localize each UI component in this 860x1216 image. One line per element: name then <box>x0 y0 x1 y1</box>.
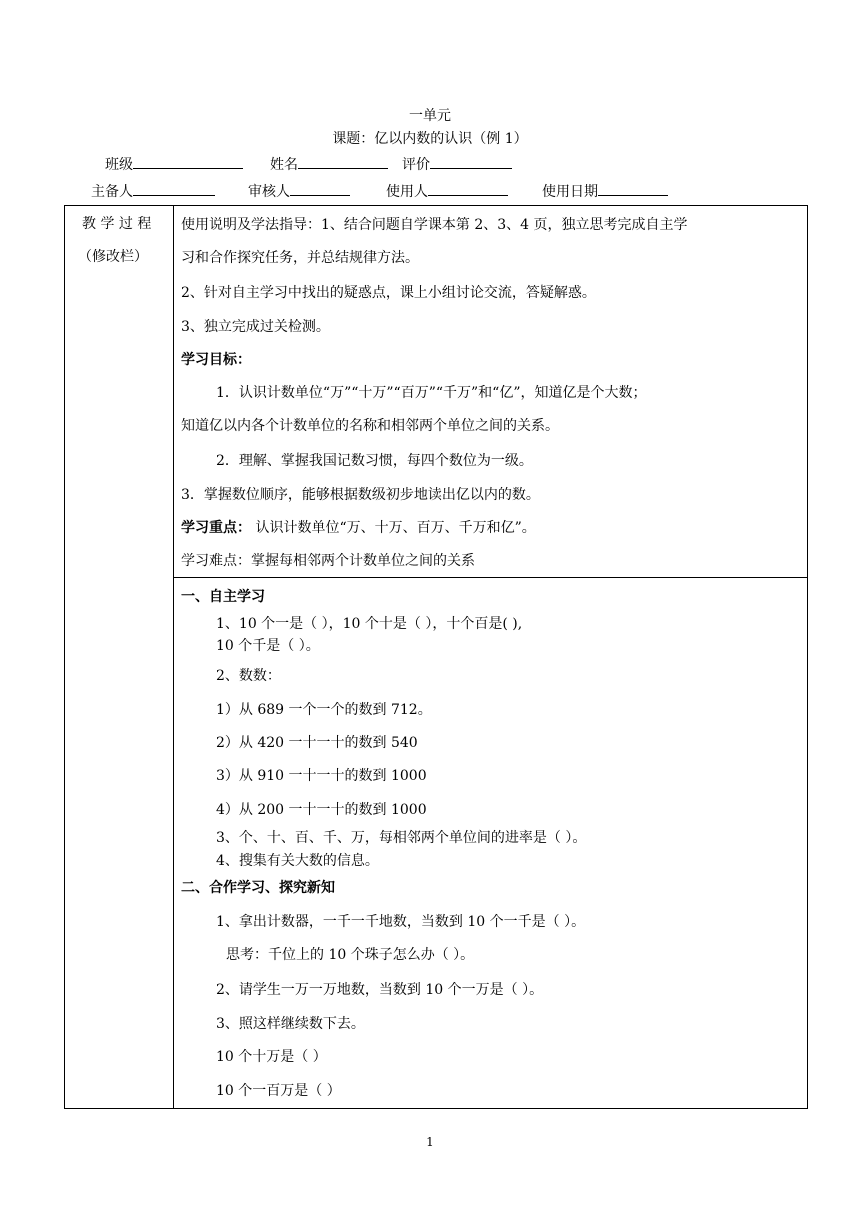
objective-2: 2．理解、掌握我国记数习惯，每四个数位为一级。 <box>216 453 533 469</box>
reviewer-label: 审核人 <box>248 184 290 200</box>
page-number: 1 <box>426 1135 434 1149</box>
coop-think: 思考：千位上的 10 个珠子怎么办（ ）。 <box>226 947 475 963</box>
class-field <box>105 154 243 174</box>
key-point-heading: 学习重点： <box>181 520 251 536</box>
coop-q3-2: 10 个一百万是（ ） <box>216 1083 341 1099</box>
process-label: 教 学 过 程 <box>82 216 152 232</box>
unit-title: 一单元 <box>409 108 451 124</box>
self-study-q1a: 1、10 个一是（ ），10 个十是（ ），十个百是( ), <box>216 616 523 632</box>
instructions-line-1: 使用说明及学法指导：1、结合问题自学课本第 2、3、4 页，独立思考完成自主学 <box>181 217 688 233</box>
objective-3: 3．掌握数位顺序，能够根据数级初步地读出亿以内的数。 <box>181 487 540 503</box>
row-divider <box>173 577 808 578</box>
key-point <box>181 519 536 537</box>
column-divider <box>173 205 174 1109</box>
reviewer-field <box>248 181 350 201</box>
eval-field <box>402 154 512 174</box>
user-field <box>386 181 508 201</box>
self-study-q2-3: 3）从 910 一十一十的数到 1000 <box>216 768 427 784</box>
date-label: 使用日期 <box>542 184 598 200</box>
objective-1: 1．认识计数单位“万”“十万”“百万”“千万”和“亿”，知道亿是个大数； <box>216 385 647 401</box>
key-point-text: 认识计数单位“万、十万、百万、千万和亿”。 <box>251 520 536 536</box>
coop-q3: 3、照这样继续数下去。 <box>216 1016 365 1032</box>
objective-1-cont: 知道亿以内各个计数单位的名称和相邻两个单位之间的关系。 <box>181 418 559 434</box>
self-study-q1b: 10 个千是（ ）。 <box>216 638 320 654</box>
user-label: 使用人 <box>386 184 428 200</box>
objectives-heading: 学习目标： <box>181 352 251 368</box>
date-blank <box>598 181 668 196</box>
preparer-blank <box>133 181 215 196</box>
reviewer-blank <box>290 181 350 196</box>
lesson-table <box>64 205 808 1109</box>
coop-heading: 二、合作学习、探究新知 <box>181 880 335 896</box>
instructions-line-2: 习和合作探究任务，并总结规律方法。 <box>181 250 419 266</box>
eval-blank <box>430 154 512 169</box>
self-study-q2-1: 1）从 689 一个一个的数到 712。 <box>216 702 432 718</box>
revision-label: （修改栏） <box>78 249 148 265</box>
name-blank <box>298 154 388 169</box>
self-study-q2: 2、数数： <box>216 668 281 684</box>
instructions-line-4: 3、独立完成过关检测。 <box>181 319 330 335</box>
user-blank <box>428 181 508 196</box>
instructions-line-3: 2、针对自主学习中找出的疑惑点，课上小组讨论交流，答疑解惑。 <box>181 285 596 301</box>
name-field <box>270 154 388 174</box>
date-field <box>542 181 668 201</box>
preparer-label: 主备人 <box>91 184 133 200</box>
preparer-field <box>91 181 215 201</box>
self-study-heading: 一、自主学习 <box>181 589 265 605</box>
coop-q2: 2、请学生一万一万地数，当数到 10 个一万是（ ）。 <box>216 982 544 998</box>
self-study-q4: 4、搜集有关大数的信息。 <box>216 853 379 869</box>
self-study-q2-4: 4）从 200 一十一十的数到 1000 <box>216 802 427 818</box>
topic-title: 课题：亿以内数的认识（例 1） <box>332 131 528 147</box>
name-label: 姓名 <box>270 157 298 173</box>
coop-q3-1: 10 个十万是（ ） <box>216 1049 327 1065</box>
difficulty: 学习难点：掌握每相邻两个计数单位之间的关系 <box>181 553 475 569</box>
class-blank <box>133 154 243 169</box>
coop-q1: 1、拿出计数器，一千一千地数，当数到 10 个一千是（ ）。 <box>216 914 586 930</box>
self-study-q2-2: 2）从 420 一十一十的数到 540 <box>216 735 418 751</box>
eval-label: 评价 <box>402 157 430 173</box>
class-label: 班级 <box>105 157 133 173</box>
self-study-q3: 3、个、十、百、千、万，每相邻两个单位间的进率是（ ）。 <box>216 830 587 846</box>
